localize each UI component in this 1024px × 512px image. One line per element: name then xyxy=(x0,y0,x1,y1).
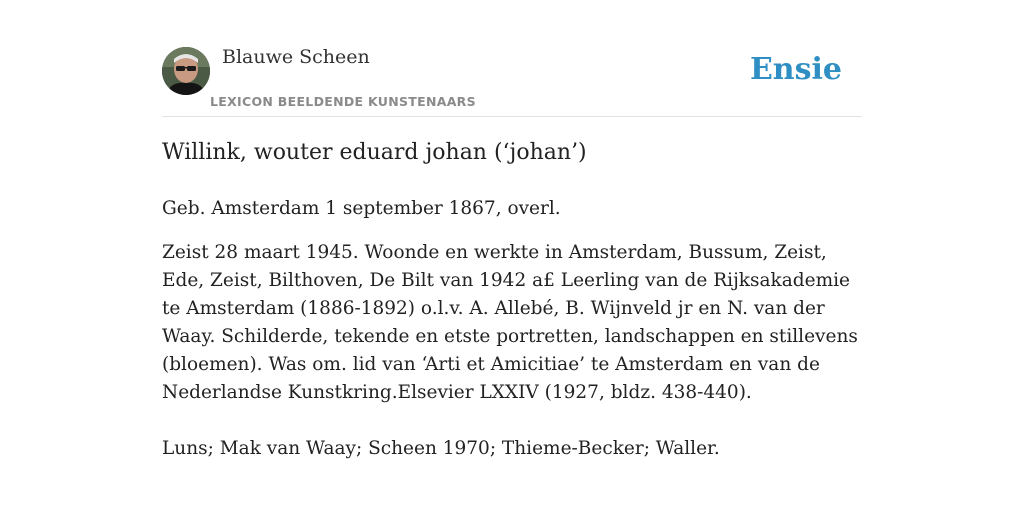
ensie-logo[interactable]: Ensie xyxy=(749,52,842,87)
entry-card xyxy=(162,0,862,512)
entry-title: Willink, wouter eduard johan (‘johan’) xyxy=(162,140,587,165)
author-avatar[interactable] xyxy=(162,47,210,95)
entry-body: Zeist 28 maart 1945. Woonde en werkte in Amsterdam, Bussum, Zeist, Ede, Zeist, Bilthoven, De Bilt van 1942 a£ Leerling van de Rijksakademie te Amsterdam (1886-1892) o.l.v. A. Allebé, B. Wijnveld jr en N. van der Waay. Schilderde, tekende en etste portretten, landschappen en stillevens (bloemen). Was om. lid van ‘Arti et Amicitiae’ te Amsterdam en van de Nederlandse Kunstkring.Elsevier LXXIV (1927, bldz. 438-440). xyxy=(162,242,858,403)
avatar-photo-icon xyxy=(162,47,210,95)
collection-label[interactable]: LEXICON BEELDENDE KUNSTENAARS xyxy=(210,94,476,109)
entry-header xyxy=(162,0,862,117)
entry-lead: Geb. Amsterdam 1 september 1867, overl. xyxy=(162,198,561,219)
author-name[interactable]: Blauwe Scheen xyxy=(222,46,370,68)
entry-references: Luns; Mak van Waay; Scheen 1970; Thieme-Becker; Waller. xyxy=(162,438,720,459)
